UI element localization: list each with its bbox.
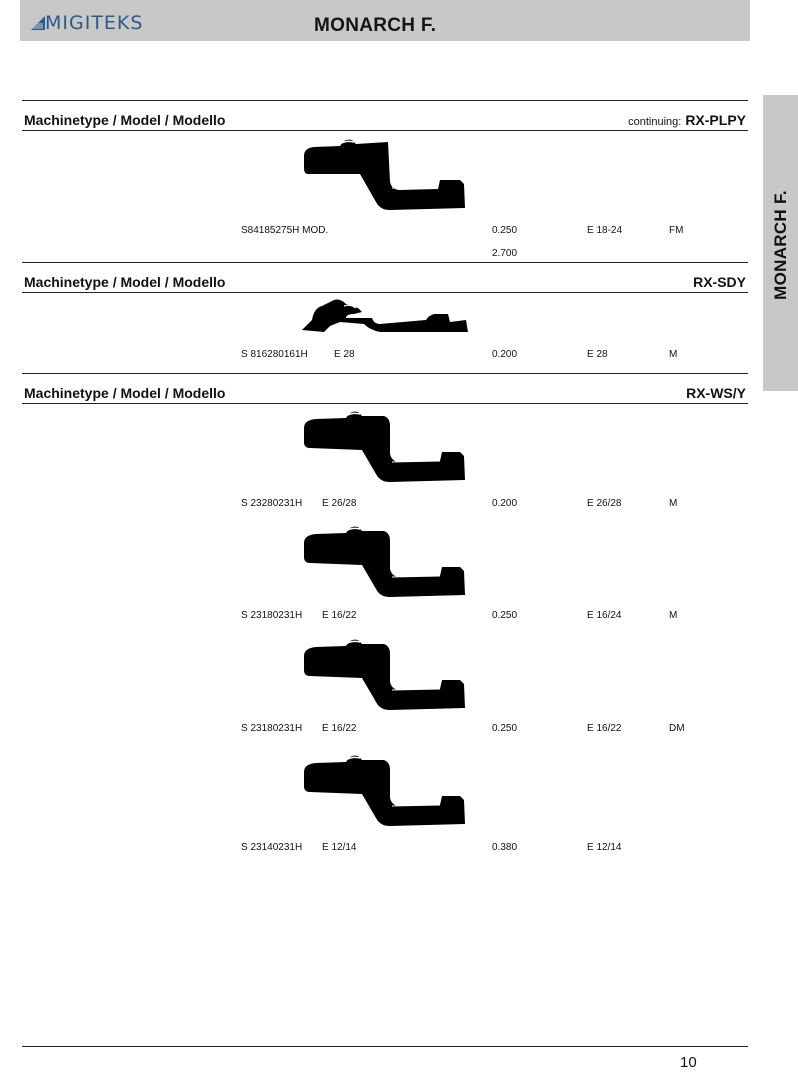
thickness: 0.250 (492, 610, 518, 621)
part-number: S 23180231H (241, 723, 303, 734)
range: E 26/28 (587, 498, 622, 509)
type: DM (669, 723, 685, 734)
section-rule (22, 262, 748, 263)
section-rule (22, 130, 748, 131)
blade-profile-image (300, 406, 470, 486)
spec: E 16/22 (322, 723, 357, 734)
part-number: S 23180231H (241, 610, 303, 621)
part-number: S 816280161H (241, 349, 308, 360)
type: M (669, 498, 678, 509)
section-title: Machinetype / Model / Modello (24, 112, 226, 128)
header-title: MONARCH F. (314, 15, 437, 36)
side-tab (763, 95, 798, 391)
continuing-label: continuing: (628, 116, 682, 128)
range: E 16/24 (587, 610, 622, 621)
spec: E 28 (334, 349, 355, 360)
part-number: S 23280231H (241, 498, 303, 509)
logo (31, 10, 143, 36)
thickness: 0.200 (492, 498, 518, 509)
blade-profile-image (300, 134, 470, 214)
blade-profile-image (300, 521, 470, 601)
section-code (628, 112, 746, 128)
section-title: Machinetype / Model / Modello (24, 385, 226, 401)
section-rule (22, 100, 748, 101)
thickness: 0.250 (492, 723, 518, 734)
thickness: 0.380 (492, 842, 518, 853)
thickness-secondary: 2.700 (492, 248, 518, 259)
side-tab-label: MONARCH F. (770, 190, 790, 300)
page-number: 10 (680, 1054, 697, 1071)
thickness: 0.250 (492, 225, 518, 236)
section-rule (22, 403, 748, 404)
logo-text: MIGITEKS (45, 12, 144, 34)
spec: E 12/14 (322, 842, 357, 853)
section-title: Machinetype / Model / Modello (24, 274, 226, 290)
model-code: RX-SDY (693, 274, 746, 290)
part-number: S84185275H MOD. (241, 225, 329, 236)
logo-mark-icon (31, 16, 45, 30)
spec: E 26/28 (322, 498, 357, 509)
blade-profile-image (300, 750, 470, 830)
range: E 12/14 (587, 842, 622, 853)
type: M (669, 349, 678, 360)
footer-rule (22, 1046, 748, 1047)
blade-profile-image (300, 634, 470, 714)
section-rule (22, 292, 748, 293)
type: M (669, 610, 678, 621)
model-code: RX-PLPY (685, 112, 746, 128)
range: E 28 (587, 349, 608, 360)
blade-profile-image (300, 296, 470, 336)
spec: E 16/22 (322, 610, 357, 621)
thickness: 0.200 (492, 349, 518, 360)
model-code: RX-WS/Y (686, 385, 746, 401)
section-rule (22, 373, 748, 374)
part-number: S 23140231H (241, 842, 303, 853)
range: E 16/22 (587, 723, 622, 734)
type: FM (669, 225, 684, 236)
range: E 18-24 (587, 225, 623, 236)
